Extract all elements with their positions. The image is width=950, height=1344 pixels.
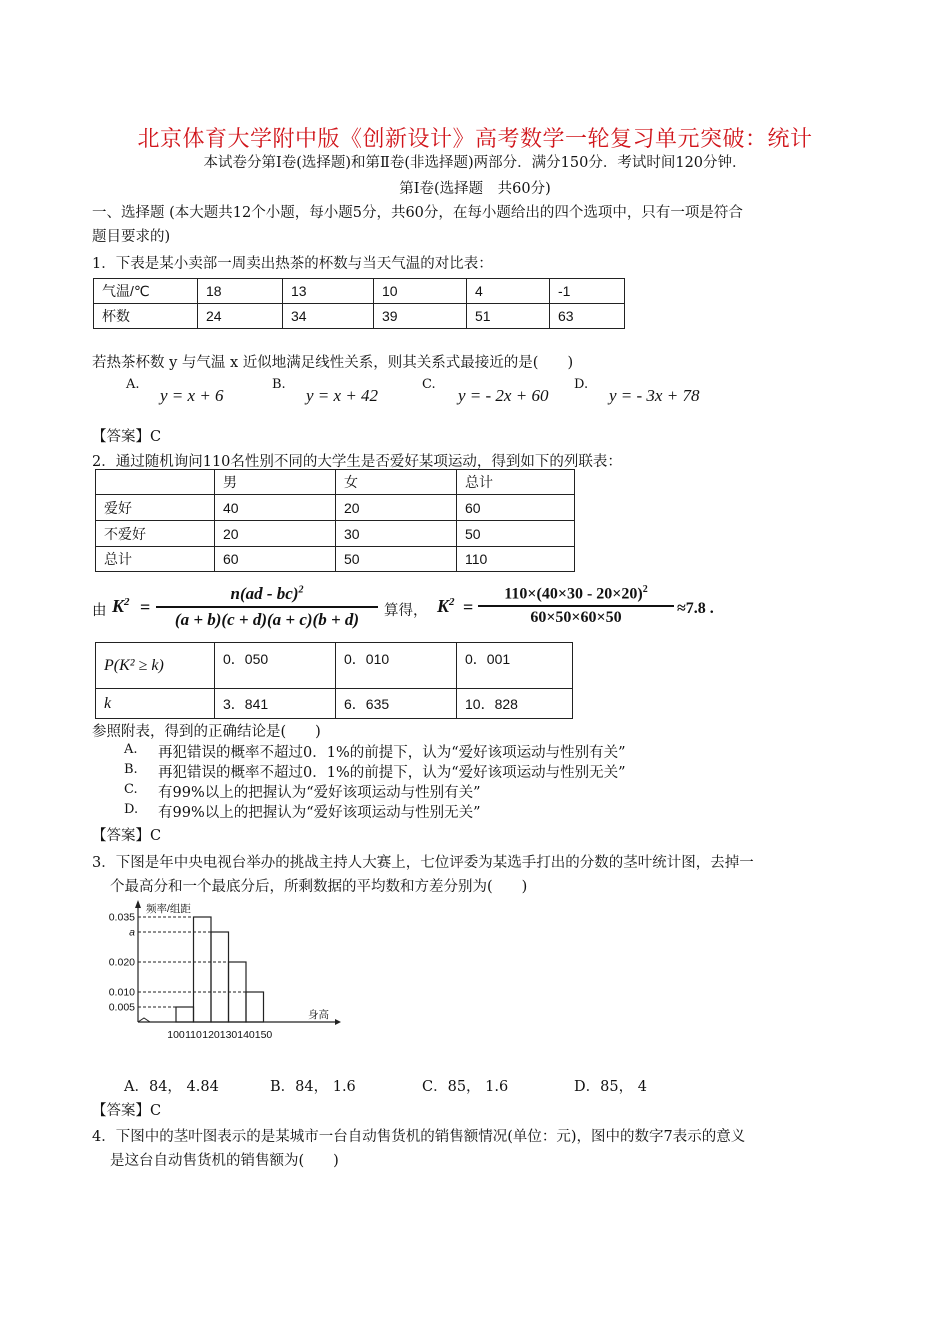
part-one-heading: 第Ⅰ卷(选择题 共60分) xyxy=(399,181,551,197)
q2-cell: 30 xyxy=(336,521,457,547)
q3-option-b-letter: B． xyxy=(270,1079,296,1095)
q1-option-c-letter: C. xyxy=(422,377,436,392)
q2-cell xyxy=(96,470,215,495)
fraction-bar xyxy=(156,606,378,608)
q3-option-a-letter: A． xyxy=(124,1079,149,1095)
q2-cell: 50 xyxy=(457,521,575,547)
q1-cell: -1 xyxy=(550,279,625,304)
q2-cell: 总计 xyxy=(96,547,215,572)
q2-table-row xyxy=(96,495,575,521)
q1-option-b-letter: B. xyxy=(272,377,286,392)
q2-ptable-cell: 6．635 xyxy=(336,689,457,719)
q2-k2-denominator: (a + b)(c + d)(a + c)(b + d) xyxy=(174,610,360,629)
q2-stem: 2．通过随机询问110名性别不同的大学生是否爱好某项运动，得到如下的列联表： xyxy=(92,454,622,470)
q2-k2-formula xyxy=(156,584,378,630)
q1-cell: 39 xyxy=(374,304,467,329)
q1-question: 若热茶杯数 y 与气温 x 近似地满足线性关系，则其关系式最接近的是( ) xyxy=(92,355,574,371)
q1-option-a-letter: A. xyxy=(126,377,140,392)
section-instructions-line2: 题目要求的) xyxy=(92,229,171,245)
q1-cell: 杯数 xyxy=(94,304,198,329)
x-tick-label: 140 xyxy=(237,1029,255,1041)
q2-calc-numerator xyxy=(478,584,674,603)
q2-ptable-row xyxy=(96,643,573,689)
histogram-bar xyxy=(246,992,264,1022)
q2-cell: 60 xyxy=(457,495,575,521)
q3-option-d-text: 85， 4 xyxy=(600,1079,647,1095)
x-tick-label: 130 xyxy=(219,1029,238,1041)
x-axis-arrow xyxy=(335,1019,341,1025)
histogram-bar xyxy=(211,932,229,1022)
q2-calc-denominator: 60×50×60×50 xyxy=(530,609,622,627)
q2-ptable-cell: 0．001 xyxy=(457,643,573,689)
q2-calc-formula xyxy=(478,584,674,627)
q2-critical-value-table xyxy=(95,642,573,719)
q2-question: 参照附表，得到的正确结论是( ) xyxy=(92,724,321,740)
q2-answer: 【答案】C xyxy=(92,828,162,844)
q2-ptable-label: k xyxy=(96,689,215,719)
q2-option-d: 有99%以上的把握认为“爱好该项运动与性别无关” xyxy=(158,805,481,821)
q2-option-c-letter: C. xyxy=(124,782,138,797)
q2-cell: 20 xyxy=(336,495,457,521)
q2-ptable-row xyxy=(96,689,573,719)
q4-stem-line2: 是这台自动售货机的销售额为( ) xyxy=(110,1153,339,1169)
q1-table-row xyxy=(94,279,625,304)
q2-table-row xyxy=(96,547,575,572)
q2-k-letter-2: K xyxy=(437,596,450,616)
q1-option-d-letter: D. xyxy=(574,377,589,392)
q2-option-b-letter: B. xyxy=(124,762,138,777)
section-instructions-line1: 一、选择题 (本大题共12个小题，每小题5分，共60分，在每小题给出的四个选项中，只有一项是符合 xyxy=(92,205,743,221)
q2-table-row xyxy=(96,521,575,547)
q2-formula-mid: 算得， xyxy=(384,603,428,619)
q2-k-exponent-2: 2 xyxy=(449,596,455,608)
q2-cell: 110 xyxy=(457,547,575,572)
q2-calc-numerator-exp: 2 xyxy=(642,584,648,595)
q3-option-b xyxy=(270,1075,356,1096)
q3-option-d-letter: D． xyxy=(574,1079,601,1095)
q2-ptable-cell: 0．050 xyxy=(215,643,336,689)
q1-option-c: y = - 2x + 60 xyxy=(458,386,549,405)
q1-cell: 24 xyxy=(198,304,283,329)
q2-k-letter: K xyxy=(112,596,125,616)
fraction-bar xyxy=(478,605,674,607)
q3-stem-line2: 个最高分和一个最底分后，所剩数据的平均数和方差分别为( ) xyxy=(110,879,528,895)
q2-ptable-cell: 0．010 xyxy=(336,643,457,689)
q2-cell: 50 xyxy=(336,547,457,572)
q3-option-c-letter: C． xyxy=(422,1079,448,1095)
q3-stem-line1: 3．下图是年中央电视台举办的挑战主持人大赛上，七位评委为某选手打出的分数的茎叶统计图，去掉一 xyxy=(92,855,754,871)
q2-option-c: 有99%以上的把握认为“爱好该项运动与性别有关” xyxy=(158,785,481,801)
q1-cell: 63 xyxy=(550,304,625,329)
q2-cell: 总计 xyxy=(457,470,575,495)
q2-k2-numerator-exp: 2 xyxy=(298,584,304,596)
q2-cell: 20 xyxy=(215,521,336,547)
q2-table-row xyxy=(96,470,575,495)
q2-cell: 60 xyxy=(215,547,336,572)
q2-formula-prefix: 由 xyxy=(92,603,107,619)
q1-cell: 13 xyxy=(283,279,374,304)
q2-calc-numerator-text: 110×(40×30 - 20×20) xyxy=(504,585,643,603)
q2-equals-2: = xyxy=(463,597,474,617)
q2-contingency-table xyxy=(95,469,575,572)
q3-option-c xyxy=(422,1075,508,1096)
q2-option-b: 再犯错误的概率不超过0．1%的前提下，认为“爱好该项运动与性别无关” xyxy=(158,765,626,781)
q2-option-a-letter: A. xyxy=(124,742,138,757)
q1-option-a: y = x + 6 xyxy=(160,386,224,405)
q2-cell: 男 xyxy=(215,470,336,495)
q1-stem: 1．下表是某小卖部一周卖出热茶的杯数与当天气温的对比表： xyxy=(92,256,493,272)
q2-k-exponent: 2 xyxy=(124,596,130,608)
q3-option-b-text: 84， 1.6 xyxy=(295,1079,356,1095)
q1-option-b: y = x + 42 xyxy=(306,386,379,405)
document-title: 北京体育大学附中版《创新设计》高考数学一轮复习单元突破：统计 xyxy=(137,127,813,152)
y-axis-label: 频率/组距 xyxy=(146,903,191,915)
q3-option-a xyxy=(124,1075,219,1096)
y-axis-arrow xyxy=(135,900,141,908)
q1-table-row xyxy=(94,304,625,329)
q2-option-d-letter: D. xyxy=(124,802,139,817)
q2-cell: 爱好 xyxy=(96,495,215,521)
q2-ptable-cell: 10．828 xyxy=(457,689,573,719)
q2-ptable-label: P(K² ≥ k) xyxy=(96,643,215,689)
q3-answer: 【答案】C xyxy=(92,1103,162,1119)
q1-answer: 【答案】C xyxy=(92,429,162,445)
q3-option-a-text: 84， 4.84 xyxy=(148,1079,219,1095)
q2-option-a: 再犯错误的概率不超过0．1%的前提下，认为“爱好该项运动与性别有关” xyxy=(158,745,626,761)
q2-cell: 女 xyxy=(336,470,457,495)
q1-cell: 34 xyxy=(283,304,374,329)
q1-cell: 气温/℃ xyxy=(94,279,198,304)
q1-table xyxy=(93,278,625,329)
x-tick-label: 100 xyxy=(167,1029,185,1041)
q3-option-c-text: 85， 1.6 xyxy=(447,1079,509,1095)
q3-option-d xyxy=(574,1075,647,1096)
x-tick-label: 120 xyxy=(202,1029,220,1041)
y-tick-label: 0.035 xyxy=(108,911,135,924)
q1-cell: 10 xyxy=(374,279,467,304)
frequency-histogram xyxy=(90,896,350,1046)
q2-ptable-cell: 3．841 xyxy=(215,689,336,719)
q2-k2-numerator-text: n(ad - bc) xyxy=(230,584,299,603)
q2-equals: = xyxy=(140,597,151,617)
y-tick-label: 0.020 xyxy=(108,956,135,969)
histogram-bar xyxy=(194,917,212,1022)
q2-k-symbol-2 xyxy=(437,596,455,617)
q1-cell: 18 xyxy=(198,279,283,304)
x-axis-label: 身高 xyxy=(308,1009,329,1021)
q2-cell: 40 xyxy=(215,495,336,521)
q4-stem-line1: 4．下图中的茎叶图表示的是某城市一台自动售货机的销售额情况(单位：元)，图中的数字7表示的意义 xyxy=(92,1129,746,1145)
q1-cell: 4 xyxy=(467,279,550,304)
q1-cell: 51 xyxy=(467,304,550,329)
q2-calc-result: ≈7.8 . xyxy=(677,600,714,617)
y-tick-label: a xyxy=(129,926,135,939)
y-tick-label: 0.010 xyxy=(108,986,135,999)
x-tick-label: 150 xyxy=(254,1029,273,1041)
histogram-bar xyxy=(176,1007,194,1022)
q2-k2-numerator xyxy=(156,584,378,604)
y-tick-label: 0.005 xyxy=(108,1001,135,1014)
q2-cell: 不爱好 xyxy=(96,521,215,547)
q2-k-symbol xyxy=(112,596,130,617)
q1-option-d: y = - 3x + 78 xyxy=(609,386,700,405)
exam-intro: 本试卷分第Ⅰ卷(选择题)和第Ⅱ卷(非选择题)两部分．满分150分．考试时间120分钟． xyxy=(203,155,747,171)
x-tick-label: 110 xyxy=(185,1029,202,1041)
